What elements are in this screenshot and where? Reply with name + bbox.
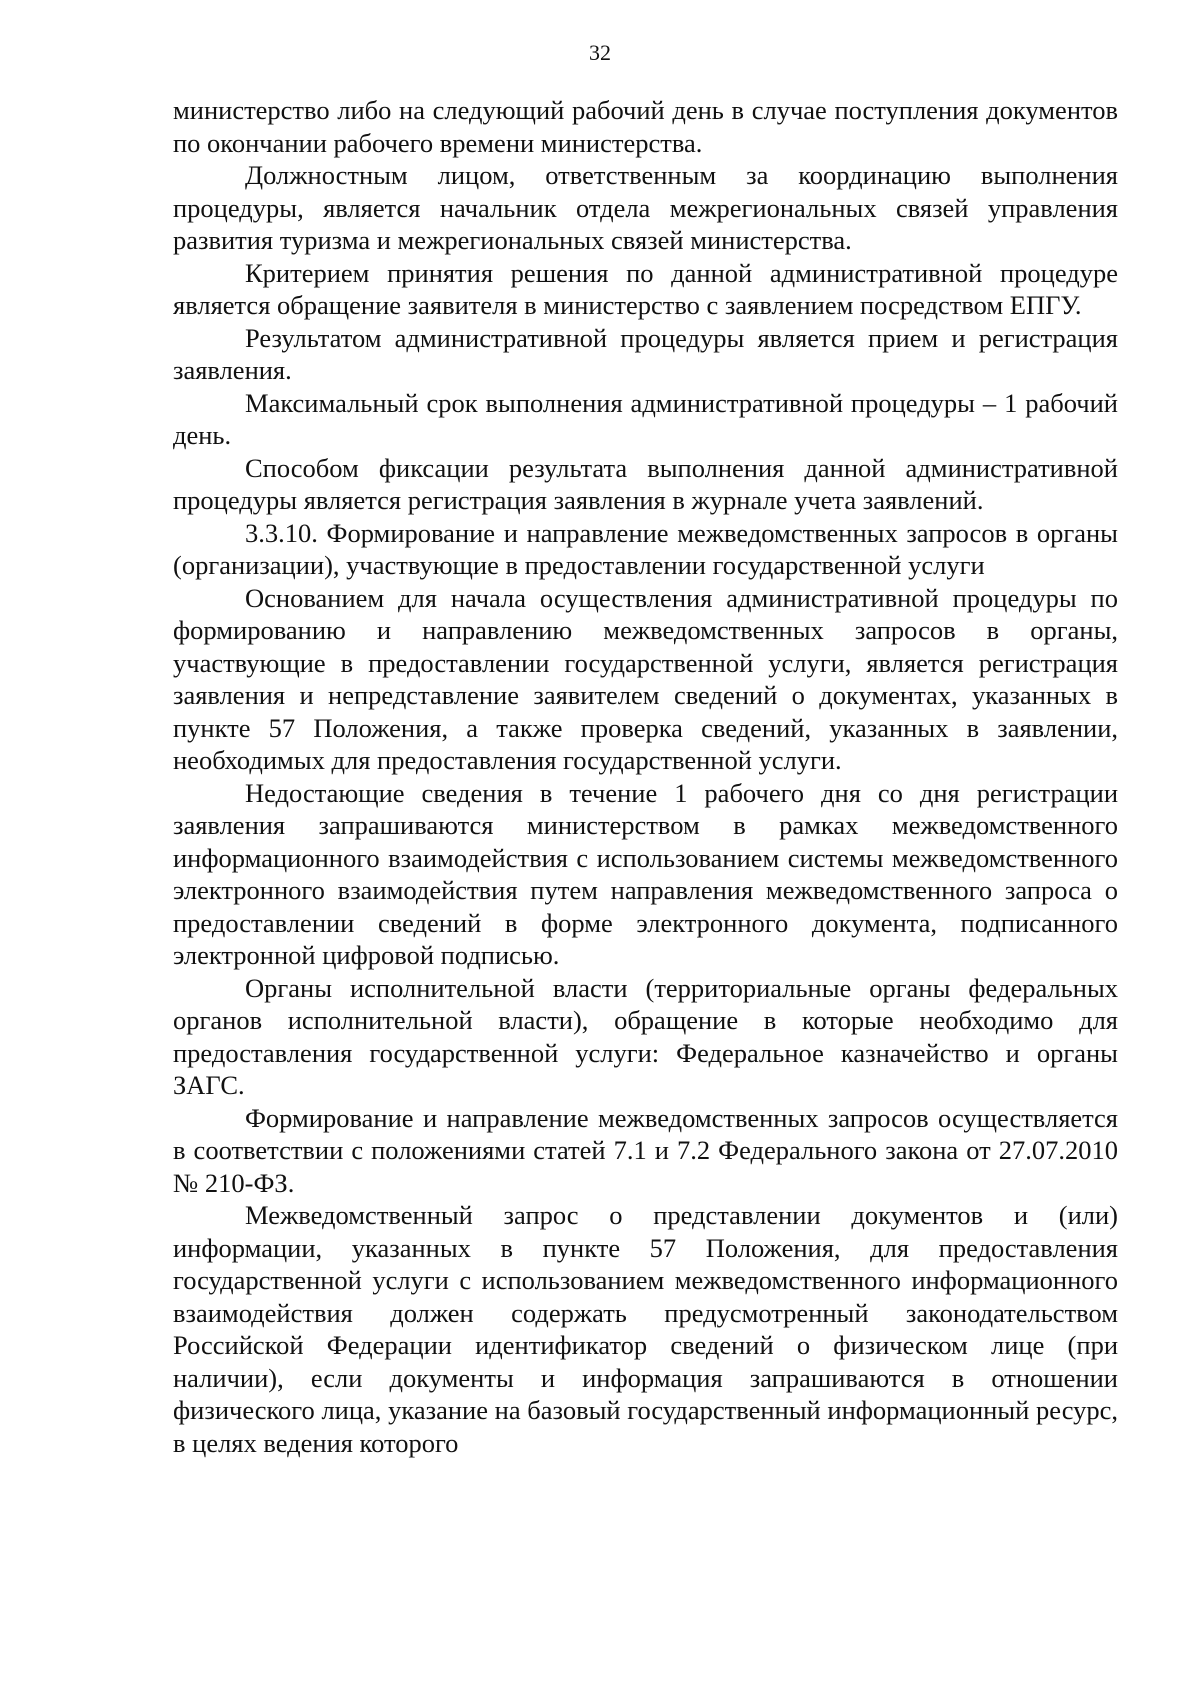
paragraph-6: Способом фиксации результата выполнения данной административной процедуры является регистрация заявления в журнале учета заявлений. [173, 452, 1118, 515]
paragraph-1: министерство либо на следующий рабочий день в случае поступления документов по окончании рабочего времени министерства. [173, 95, 1118, 158]
paragraph-5: Максимальный срок выполнения административной процедуры – 1 рабочий день. [173, 387, 1118, 450]
section-heading-3-3-10: 3.3.10. Формирование и направление межведомственных запросов в органы (организации), участвующие в предоставлении государственной услуги [173, 517, 1118, 580]
paragraph-12: Межведомственный запрос о представлении документов и (или) информации, указанных в пункте 57 Положения, для предоставления государственной услуги с использованием межведомственного информационного взаимодействия должен содержать предусмотренный законодательством Российской Федерации идентификатор сведений о физическом лице (при наличии), если документы и информация запрашиваются в отношении физического лица, указание на базовый государственный информационный ресурс, в целях ведения которого [173, 1200, 1118, 1458]
paragraph-11: Формирование и направление межведомственных запросов осуществляется в соответствии с положениями статей 7.1 и 7.2 Федерального закона от 27.07.2010 № 210-ФЗ. [173, 1102, 1118, 1198]
paragraph-8: Основанием для начала осуществления административной процедуры по формированию и направлению межведомственных запросов в органы, участвующие в предоставлении государственной услуги, является регистрация заявления и непредставление заявителем сведений о документах, указанных в пункте 57 Положения, а также проверка сведений, указанных в заявлении, необходимых для предоставления государственной услуги. [173, 582, 1118, 775]
paragraph-2: Должностным лицом, ответственным за координацию выполнения процедуры, является начальник отдела межрегиональных связей управления развития туризма и межрегиональных связей министерства. [173, 160, 1118, 255]
paragraph-10: Органы исполнительной власти (территориальные органы федеральных органов исполнительной власти), обращение в которые необходимо для предоставления государственной услуги: Федеральное казначейство и органы ЗАГС. [173, 972, 1118, 1100]
document-body [173, 94, 1118, 1459]
paragraph-9: Недостающие сведения в течение 1 рабочего дня со дня регистрации заявления запрашиваются министерством в рамках межведомственного информационного взаимодействия с использованием системы межведомственного электронного взаимодействия путем направления межведомственного запроса о предоставлении сведений в форме электронного документа, подписанного электронной цифровой подписью. [173, 777, 1118, 970]
paragraph-3: Критерием принятия решения по данной административной процедуре является обращение заявителя в министерство с заявлением посредством ЕПГУ. [173, 257, 1118, 320]
paragraph-4: Результатом административной процедуры является прием и регистрация заявления. [173, 322, 1118, 385]
page-number: 32 [589, 40, 611, 65]
